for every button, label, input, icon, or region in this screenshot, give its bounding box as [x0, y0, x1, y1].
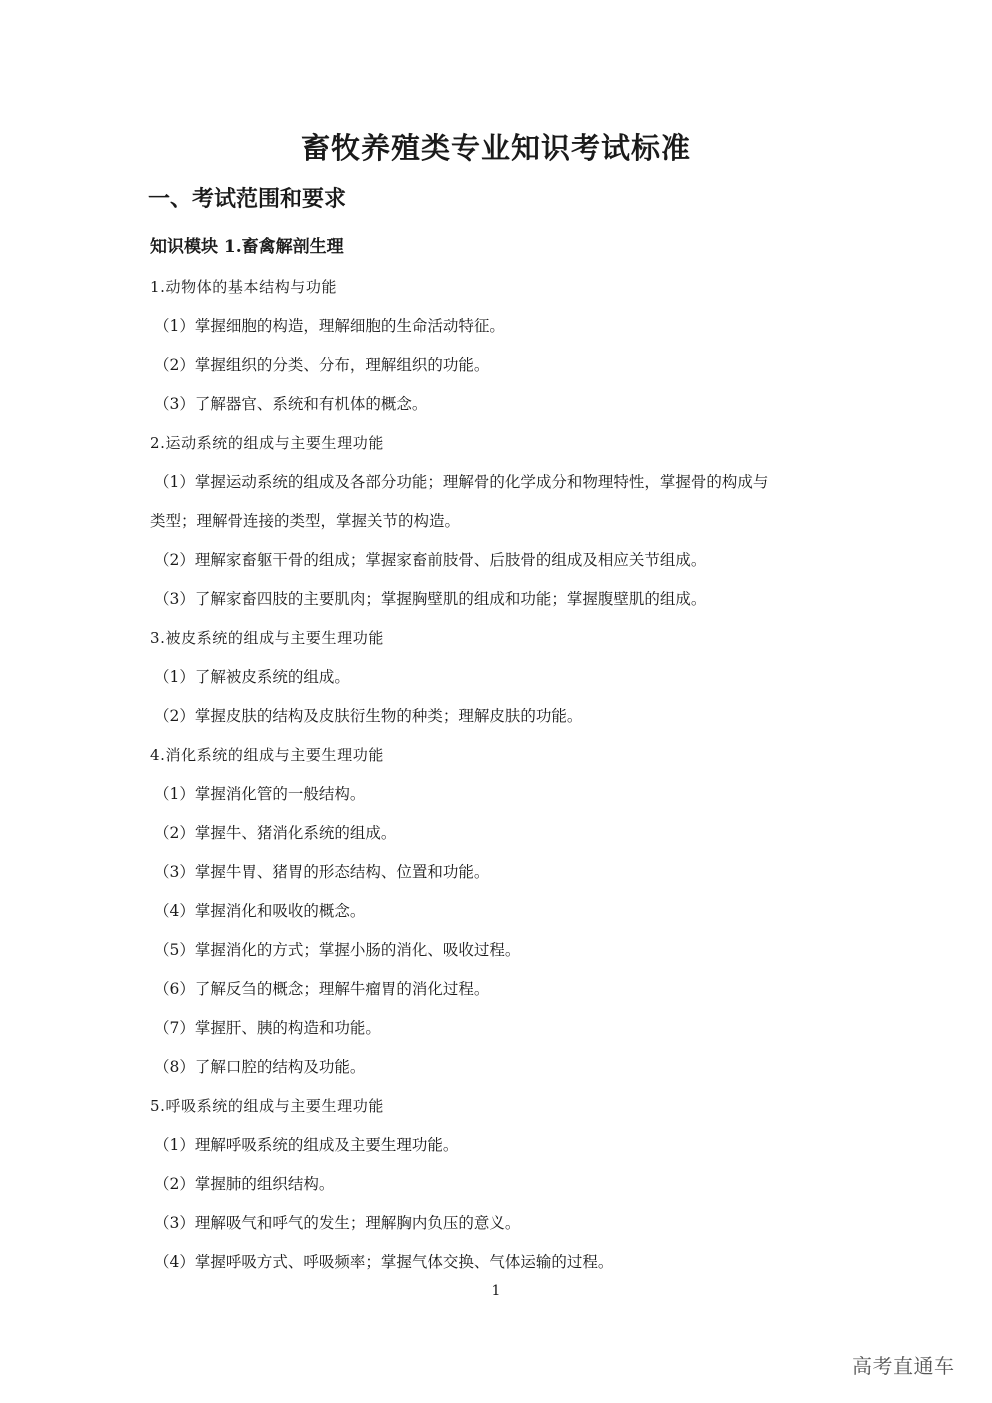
list-item: （2）掌握肺的组织结构。 — [154, 1175, 335, 1193]
section-title: 一、考试范围和要求 — [148, 187, 347, 212]
list-item: （2）掌握皮肤的结构及皮肤衍生物的种类；理解皮肤的功能。 — [154, 707, 583, 725]
list-item: （1）了解被皮系统的组成。 — [154, 668, 350, 686]
list-item: （5）掌握消化的方式；掌握小肠的消化、吸收过程。 — [154, 941, 521, 959]
list-item: （2）掌握牛、猪消化系统的组成。 — [154, 824, 397, 842]
list-item: （2）理解家畜躯干骨的组成；掌握家畜前肢骨、后肢骨的组成及相应关节组成。 — [154, 551, 707, 569]
list-item: （2）掌握组织的分类、分布，理解组织的功能。 — [154, 356, 490, 374]
list-item: （1）掌握消化管的一般结构。 — [154, 785, 366, 803]
list-item: （4）掌握消化和吸收的概念。 — [154, 902, 366, 920]
document-title: 畜牧养殖类专业知识考试标准 — [300, 131, 691, 165]
list-item: （8）了解口腔的结构及功能。 — [154, 1058, 366, 1076]
module-title: 知识模块 1.畜禽解剖生理 — [150, 237, 344, 257]
list-item: （3）理解吸气和呼气的发生；理解胸内负压的意义。 — [154, 1214, 521, 1232]
topic-heading: 1.动物体的基本结构与功能 — [150, 278, 338, 296]
page-number: 1 — [491, 1283, 501, 1299]
topic-heading: 3.被皮系统的组成与主要生理功能 — [150, 629, 384, 647]
list-item: （1）掌握运动系统的组成及各部分功能；理解骨的化学成分和物理特性，掌握骨的构成与 — [154, 473, 769, 491]
list-item: （6）了解反刍的概念；理解牛瘤胃的消化过程。 — [154, 980, 490, 998]
document-body — [150, 268, 850, 1282]
list-item: （4）掌握呼吸方式、呼吸频率；掌握气体交换、气体运输的过程。 — [154, 1253, 614, 1271]
topic-heading: 4.消化系统的组成与主要生理功能 — [150, 746, 384, 764]
topic-heading: 5.呼吸系统的组成与主要生理功能 — [150, 1097, 384, 1115]
list-item: （3）掌握牛胃、猪胃的形态结构、位置和功能。 — [154, 863, 490, 881]
list-item-continuation: 类型；理解骨连接的类型，掌握关节的构造。 — [150, 512, 461, 530]
list-item: （1）掌握细胞的构造，理解细胞的生命活动特征。 — [154, 317, 505, 335]
list-item: （7）掌握肝、胰的构造和功能。 — [154, 1019, 381, 1037]
list-item: （3）了解家畜四肢的主要肌肉；掌握胸壁肌的组成和功能；掌握腹壁肌的组成。 — [154, 590, 707, 608]
topic-heading: 2.运动系统的组成与主要生理功能 — [150, 434, 384, 452]
list-item: （1）理解呼吸系统的组成及主要生理功能。 — [154, 1136, 459, 1154]
watermark-text: 高考直通车 — [852, 1354, 955, 1378]
list-item: （3）了解器官、系统和有机体的概念。 — [154, 395, 428, 413]
